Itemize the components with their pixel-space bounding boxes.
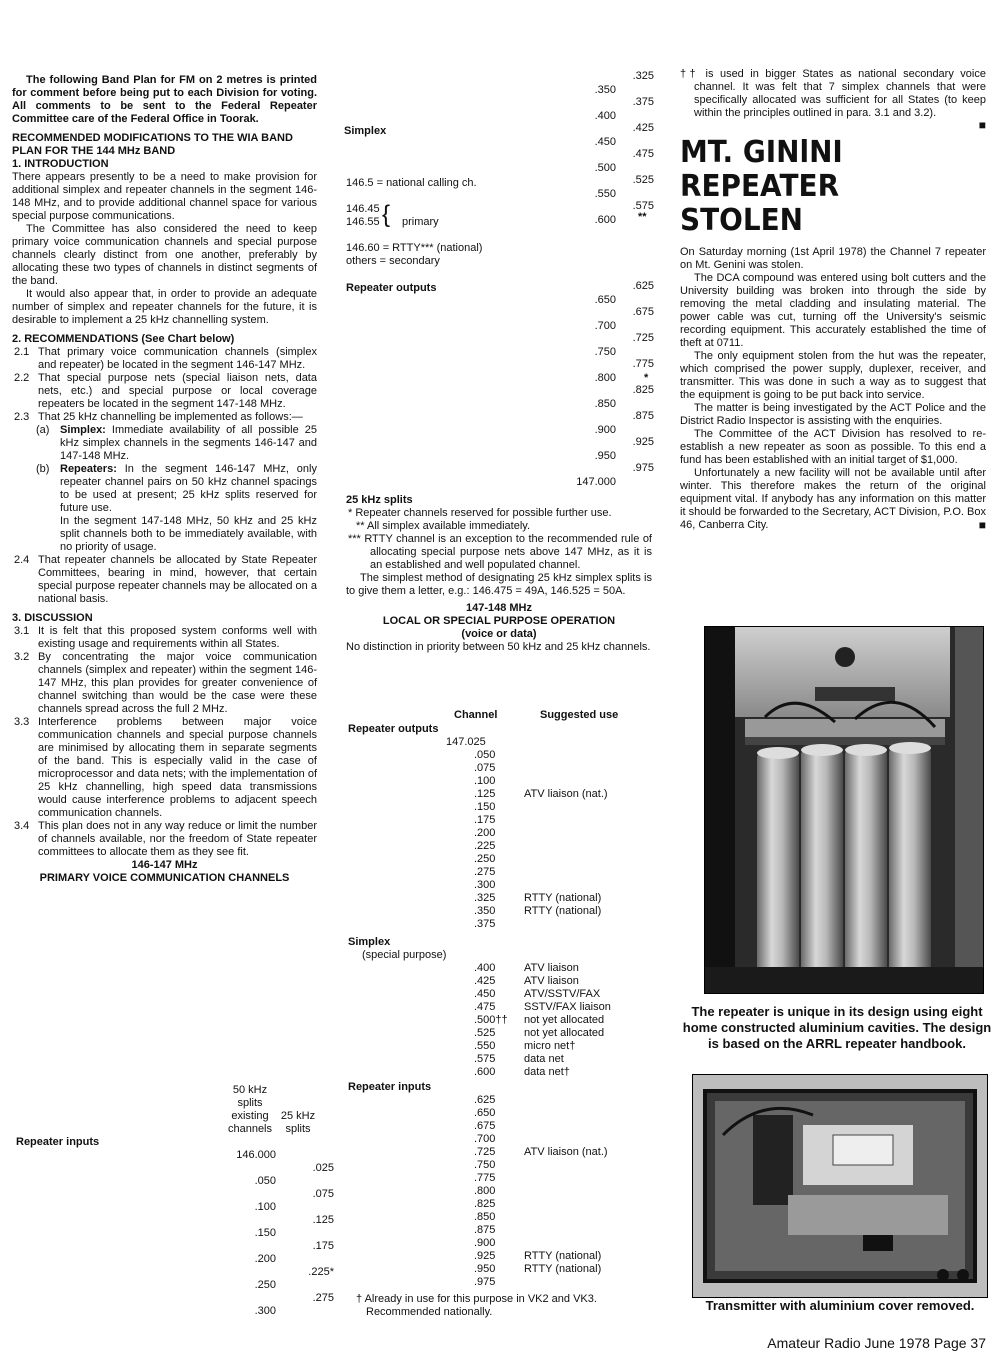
- channel-value: .925: [632, 436, 654, 448]
- disc-3-2: 3.2 By concentrating the major voice communication channels (simplex and repeater) within the segment 146-147 MHz, this plan provides for greater convenience of channel switching than would be the case were these channels spread across the full 2 MHz.: [14, 651, 317, 715]
- simplex-double-star: **: [638, 211, 647, 223]
- channel-value: .750: [594, 346, 616, 358]
- rec-2-2: 2.2 That special purpose nets (special liaison nets, data nets, etc.) and special purpose or local coverage repeaters be located in the segment 147-148 MHz.: [14, 372, 317, 410]
- channel-cell: .425: [474, 975, 496, 987]
- channel-value: .700: [594, 320, 616, 332]
- channel-cell: .250: [474, 853, 496, 865]
- channel-value: .675: [632, 306, 654, 318]
- repeater-cavities-illustration: [705, 627, 983, 993]
- simplex-14655: 146.55: [346, 216, 380, 228]
- simplex-primary: primary: [402, 216, 439, 228]
- channel-cell: .400: [474, 962, 496, 974]
- channel-value: .250: [254, 1279, 276, 1291]
- channel-cell: .550: [474, 1040, 496, 1052]
- article-p2: The DCA compound was entered using bolt cutters and the University building was broken into through the side by removing the metal cladding and insulating material. The power cable was cut, turning off the University's seismic recording equipment. This accurately established the time of theft at 0711.: [680, 272, 986, 349]
- channel-cell: .750: [474, 1159, 496, 1171]
- table1-rep-inputs-label: Repeater inputs: [16, 1136, 100, 1148]
- channel-value: .600: [594, 214, 616, 226]
- simplex-brace: {: [382, 201, 391, 228]
- s1-paragraph-3: It would also appear that, in order to provide an adequate number of simplex and repeater channels for the future, it is desirable to implement a 25 kHz channelling system.: [12, 288, 317, 326]
- channel-value: .350: [594, 84, 616, 96]
- channel-cell: .100: [474, 775, 496, 787]
- double-dagger-footnote: †† is used in bigger States as national secondary voice channel. It was felt that 7 simplex channels that were specifically allocated was sufficient for all States (to keep within the principles outlined in para. 3.1 and 3.2).: [680, 68, 986, 119]
- headline-line-2: REPEATER: [680, 169, 840, 204]
- use-cell: micro net†: [524, 1040, 576, 1052]
- simplex-national-calling: 146.5 = national calling ch.: [346, 177, 477, 189]
- table2-title-2: LOCAL OR SPECIAL PURPOSE OPERATION: [382, 615, 616, 627]
- table2-head-channel: Channel: [454, 709, 498, 721]
- channel-cell: .650: [474, 1107, 496, 1119]
- table2-g3-label: Repeater inputs: [348, 1081, 432, 1093]
- transmitter-photo: [692, 1074, 988, 1298]
- channel-value: .400: [594, 110, 616, 122]
- channel-cell: .975: [474, 1276, 496, 1288]
- table2-paragraph: No distinction in priority between 50 kHz and 25 kHz channels.: [346, 641, 651, 653]
- simplex-others: others = secondary: [346, 255, 440, 267]
- channel-value: .300: [254, 1305, 276, 1317]
- channel-cell: .600: [474, 1066, 496, 1078]
- channel-cell: .625: [474, 1094, 496, 1106]
- channel-cell: .950: [474, 1263, 496, 1275]
- channel-cell: .075: [474, 762, 496, 774]
- channel-cell: .200: [474, 827, 496, 839]
- letter-paragraph: The simplest method of designating 25 kHz simplex splits is to give them a letter, e.g.: 146.475 = 49A, 146.525 = 50A.: [346, 572, 652, 597]
- channel-value: .100: [254, 1201, 276, 1213]
- rec-2-3-b: (b) Repeaters: In the segment 146-147 MHz, only repeater channel pairs on 50 kHz channel spacings to be used at present; 25 kHz splits reserved for future use.: [36, 463, 317, 514]
- transmitter-illustration: [693, 1075, 987, 1297]
- article-p3: The only equipment stolen from the hut was the repeater, which comprised the power supply, duplexer, receiver, and transmitter. This was done in such a way as to suggest that the equipment is going to be put back into service.: [680, 350, 986, 401]
- channel-cell: .475: [474, 1001, 496, 1013]
- table2-g2-label: Simplex: [348, 936, 391, 948]
- use-cell: RTTY (national): [524, 1250, 602, 1262]
- channel-value: .975: [632, 462, 654, 474]
- rec-2-1: 2.1 That primary voice communication channels (simplex and repeater) be located in the segment 146-147 MHz.: [14, 346, 317, 371]
- section-1-title: 1. INTRODUCTION: [12, 158, 109, 170]
- use-cell: ATV liaison: [524, 962, 579, 974]
- channel-cell: .875: [474, 1224, 496, 1236]
- channel-value: .525: [632, 174, 654, 186]
- channel-value: .275: [312, 1292, 334, 1304]
- channel-cell: .525: [474, 1027, 496, 1039]
- channel-cell: .275: [474, 866, 496, 878]
- intro-paragraph: The following Band Plan for FM on 2 metres is printed for comment before being put to each Division for voting. All comments to be sent to the Federal Repeater Committee care of the Federal Office in Toorak.: [12, 74, 317, 125]
- table2-g1-label: Repeater outputs: [348, 723, 439, 735]
- footnote-1: * Repeater channels reserved for possible further use.: [348, 507, 612, 519]
- use-cell: ATV liaison: [524, 975, 579, 987]
- channel-cell: .850: [474, 1211, 496, 1223]
- channel-cell: .125: [474, 788, 496, 800]
- channel-value: .575: [632, 200, 654, 212]
- use-cell: data net: [524, 1053, 564, 1065]
- channel-value: .075: [312, 1188, 334, 1200]
- table1-colhead-50: 50 kHz splits existing channels: [227, 1084, 273, 1135]
- disc-3-1: 3.1 It is felt that this proposed system conforms well with existing usage and requirements within all States.: [14, 625, 317, 650]
- channel-value: .800: [594, 372, 616, 384]
- footnote-3: *** RTTY channel is an exception to the recommended rule of allocating special purpose nets above 147 MHz, as it is an established and well populated channel.: [348, 533, 652, 571]
- channel-cell: .225: [474, 840, 496, 852]
- repeater-photo: [704, 626, 984, 994]
- channel-value: .150: [254, 1227, 276, 1239]
- channel-value: .950: [594, 450, 616, 462]
- article-p6: Unfortunately a new facility will not be available until after winter. This therefore makes the return of the original equipment vital. If anybody has any information on this matter it should be forwarded to the Secretary, ACT Division, P.O. Box 46, Canberra City.: [680, 467, 986, 531]
- table1-colhead-25: 25 kHz splits: [280, 1110, 316, 1135]
- channel-value: .850: [594, 398, 616, 410]
- channel-cell: .700: [474, 1133, 496, 1145]
- channel-value: .200: [254, 1253, 276, 1265]
- channel-value: .475: [632, 148, 654, 160]
- table2-g2-sublabel: (special purpose): [362, 949, 447, 961]
- channel-value: 146.000: [236, 1149, 276, 1161]
- rec-2-3: 2.3 That 25 kHz channelling be implemented as follows:—: [14, 411, 303, 423]
- s1-paragraph-2: The Committee has also considered the need to keep primary voice communication channels and special purpose channels clearly distinct from one another, preferably by allocating these two types of channels in distinct segments of the band.: [12, 223, 317, 287]
- simplex-14645: 146.45: [346, 203, 380, 215]
- column-2-notes: [346, 494, 652, 654]
- use-cell: RTTY (national): [524, 905, 602, 917]
- channel-value: .225*: [308, 1266, 334, 1278]
- use-cell: RTTY (national): [524, 892, 602, 904]
- main-heading: RECOMMENDED MODIFICATIONS TO THE WIA BAND PLAN FOR THE 144 MHz BAND: [12, 132, 293, 157]
- end-mark-1: ■: [978, 118, 986, 132]
- use-cell: ATV liaison (nat.): [524, 1146, 608, 1158]
- channel-value: .025: [312, 1162, 334, 1174]
- rec-2-3-a: (a) Simplex: Immediate availability of all possible 25 kHz simplex channels in the segments 146-147 and 147-148 MHz.: [36, 424, 317, 462]
- channel-cell: .675: [474, 1120, 496, 1132]
- use-cell: RTTY (national): [524, 1263, 602, 1275]
- section-2-title: 2. RECOMMENDATIONS (See Chart below): [12, 333, 235, 345]
- table2-title-3: (voice or data): [461, 628, 537, 640]
- article-p1: On Saturday morning (1st April 1978) the Channel 7 repeater on Mt. Genini was stolen.: [680, 246, 986, 271]
- use-cell: not yet allocated: [524, 1027, 605, 1039]
- rec-2-4: 2.4 That repeater channels be allocated by State Repeater Committees, bearing in mind, however, that certain special purpose repeater channels may be allocated on a national basis.: [14, 554, 317, 605]
- channel-cell: .925: [474, 1250, 496, 1262]
- article-p4: The matter is being investigated by the ACT Police and the District Radio Inspector is assisting with the enquiries.: [680, 402, 986, 427]
- channel-value: .625: [632, 280, 654, 292]
- headline: [680, 136, 965, 238]
- page-footer: Amateur Radio June 1978 Page 37: [767, 1335, 986, 1351]
- channel-cell: .175: [474, 814, 496, 826]
- rep-outputs-label: Repeater outputs: [346, 282, 437, 294]
- channel-cell: .900: [474, 1237, 496, 1249]
- channel-value: .375: [632, 96, 654, 108]
- dagger-footnote: † Already in use for this purpose in VK2 and VK3. Recommended nationally.: [356, 1293, 597, 1318]
- channel-cell: .825: [474, 1198, 496, 1210]
- article-p5: The Committee of the ACT Division has resolved to re-establish a new repeater as soon as possible. To this end a fund has been established with an initial target of $1,000.: [680, 428, 986, 466]
- splits-title: 25 kHz splits: [346, 494, 413, 506]
- use-cell: SSTV/FAX liaison: [524, 1001, 611, 1013]
- channel-cell: .150: [474, 801, 496, 813]
- channel-cell: .575: [474, 1053, 496, 1065]
- table1-title-2: PRIMARY VOICE COMMUNICATION CHANNELS: [39, 872, 290, 884]
- channel-cell: .800: [474, 1185, 496, 1197]
- channel-value: .875: [632, 410, 654, 422]
- channel-value: .825: [632, 384, 654, 396]
- channel-value: .125: [312, 1214, 334, 1226]
- channel-value: .900: [594, 424, 616, 436]
- channel-cell: 147.025: [446, 736, 486, 748]
- s1-paragraph-1: There appears presently to be a need to make provision for additional simplex and repeater channels in the segment 146-148 MHz, and to provide additional channel space for various special purpose communications.: [12, 171, 317, 222]
- channel-value: .050: [254, 1175, 276, 1187]
- use-cell: ATV liaison (nat.): [524, 788, 608, 800]
- channel-value: 147.000: [576, 476, 616, 488]
- channel-value: .775: [632, 358, 654, 370]
- disc-3-3: 3.3 Interference problems between major voice communication channels and special purpose channels are minimised by allocating them in separate segments of the band. This is especially valid in the case of microprocessor and data nets; with the implementation of 25 kHz channelling, high speed data transmissions would cause interference problems to adjacent speech communication channels.: [14, 716, 317, 819]
- channel-value: .725: [632, 332, 654, 344]
- channel-value: .425: [632, 122, 654, 134]
- channel-value: .650: [594, 294, 616, 306]
- channel-cell: .050: [474, 749, 496, 761]
- channel-cell: .500††: [474, 1014, 508, 1026]
- channel-cell: .300: [474, 879, 496, 891]
- column-3: [680, 68, 986, 532]
- rec-2-3-b-cont: In the segment 147-148 MHz, 50 kHz and 25 kHz split channels both to be immediately available, with no priority of usage.: [60, 515, 317, 553]
- channel-value: .175: [312, 1240, 334, 1252]
- channel-cell: .775: [474, 1172, 496, 1184]
- output-star: *: [644, 372, 649, 384]
- headline-line-1: MT. GINlNI: [680, 135, 843, 170]
- channel-value: .550: [594, 188, 616, 200]
- channel-value: .500: [594, 162, 616, 174]
- channel-value: .450: [594, 136, 616, 148]
- channel-cell: .725: [474, 1146, 496, 1158]
- channel-cell: .450: [474, 988, 496, 1000]
- use-cell: ATV/SSTV/FAX: [524, 988, 601, 1000]
- use-cell: not yet allocated: [524, 1014, 605, 1026]
- column-1: [12, 74, 317, 885]
- repeater-photo-caption: The repeater is unique in its design using eight home constructed aluminium cavities. The design is based on the ARRL repeater handbook.: [682, 1004, 992, 1051]
- headline-line-3: STOLEN: [680, 203, 804, 238]
- channel-cell: .375: [474, 918, 496, 930]
- channel-cell: .325: [474, 892, 496, 904]
- simplex-rtty: 146.60 = RTTY*** (national): [346, 242, 483, 254]
- footnote-2: ** All simplex available immediately.: [356, 520, 531, 532]
- section-3-title: 3. DISCUSSION: [12, 612, 93, 624]
- disc-3-4: 3.4 This plan does not in any way reduce or limit the number of channels available, nor the freedom of State repeater committees to allocate them as they see fit.: [14, 820, 317, 858]
- use-cell: data net†: [524, 1066, 570, 1078]
- simplex-label: Simplex: [344, 125, 387, 137]
- end-mark-2: ■: [978, 518, 986, 532]
- channel-value: .325: [632, 70, 654, 82]
- transmitter-photo-caption: Transmitter with aluminium cover removed.: [705, 1298, 975, 1313]
- table2-title-1: 147-148 MHz: [465, 602, 533, 614]
- table1-title-1: 146-147 MHz: [131, 859, 198, 871]
- table2-head-use: Suggested use: [540, 709, 619, 721]
- channel-cell: .350: [474, 905, 496, 917]
